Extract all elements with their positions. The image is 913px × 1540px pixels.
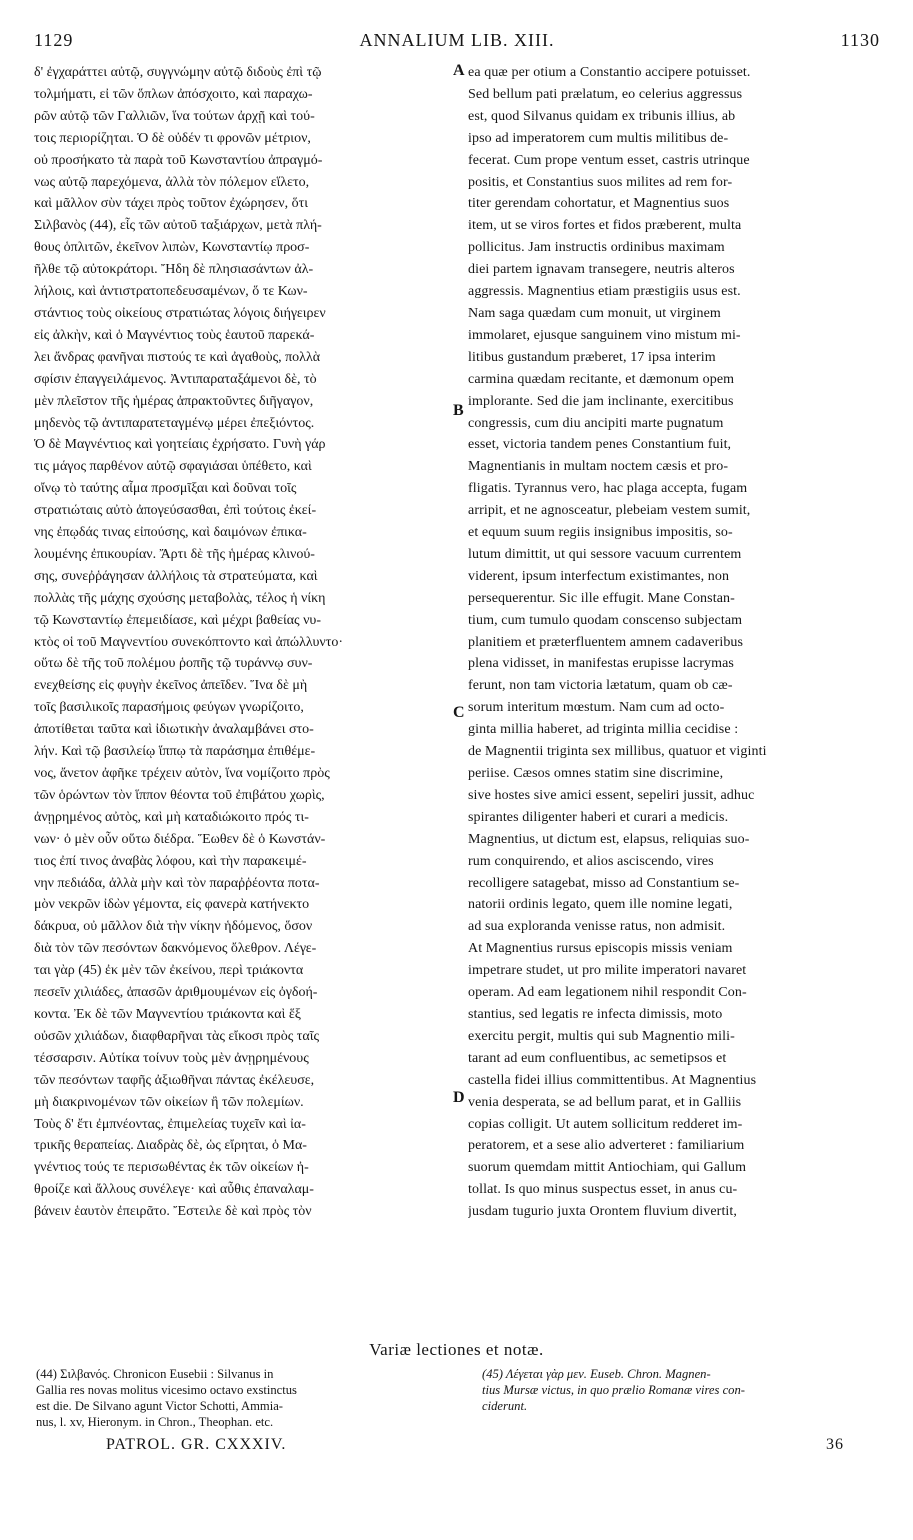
latin-text-line: Nam saga quædam cum monuit, ut virginem <box>468 305 721 321</box>
latin-text-line: immolaret, ejusque sanguinem vino mistum mi- <box>468 327 741 343</box>
latin-text-line: castella fidei illius committentibus. At Magnentius <box>468 1072 757 1088</box>
footer-collection: PATROL. GR. CXXXIV. <box>106 1436 287 1453</box>
greek-text-line: ἀποτίθεται ταῦτα καὶ ἰδιωτικὴν ἀναλαμβάνει στο- <box>34 722 314 738</box>
latin-text-line: ferunt, non tam victoria lætatum, quam ob cæ- <box>468 678 733 694</box>
latin-text-line: tollat. Is quo minus suspectus esset, in anus cu- <box>468 1182 738 1198</box>
latin-text-line: rum conquirendo, et alios asciscendo, vires <box>468 853 714 869</box>
latin-text-line: aggressis. Magnentius etiam præstigiis usus est. <box>468 284 741 300</box>
page-footer <box>36 1436 882 1460</box>
note-line: nus, l. xv, Hieronym. in Chron., Theophan. etc. <box>36 1415 274 1429</box>
greek-text-line: θροίζε καὶ ἄλλους συνέλεγε· καὶ αὖθις ἐπαναλαμ- <box>34 1182 314 1198</box>
greek-text-line: νων· ὁ μὲν οὖν οὕτω διέδρα. Ἕωθεν δὲ ὁ Κωνστάν- <box>34 831 326 847</box>
latin-text-line: sorum interitum mœstum. Nam cum ad octo- <box>468 700 725 716</box>
greek-text-line: Ὁ δὲ Μαγνέντιος καὶ γοητείαις ἐχρήσατο. Γυνὴ γάρ <box>34 437 326 453</box>
greek-text-line: τρικῆς θεραπείας. Διαδρὰς δὲ, ὡς εἴρηται, ὁ Μα- <box>34 1138 307 1154</box>
greek-text-line: σφίσιν ἐπαγγειλάμενος. Ἀντιπαραταξάμενοι δὲ, τὸ <box>34 371 317 387</box>
latin-text-line: esset, victoria tandem penes Constantium fuit, <box>468 437 732 453</box>
greek-text-line: ἀνῃρημένος αὐτὸς, καὶ μὴ καταδιώκοιτο πρός τι- <box>34 809 309 825</box>
latin-text-line: ea quæ per otium a Constantio accipere potuisset. <box>468 65 751 80</box>
latin-text-line: planitiem et præterfluentem amnem cadaveribus <box>468 634 744 650</box>
latin-text-line: congressis, cum diu ancipiti marte pugnatum <box>468 415 724 431</box>
greek-text-line: δάκρυα, οὐ μᾶλλον διὰ τὴν νίκην ἡδόμενος, ὅσον <box>34 919 313 935</box>
greek-text-line: μὴ διακρινομένων τῶν οἰκείων ἢ τῶν πολεμίων. <box>34 1094 304 1110</box>
latin-text-line: ad sua exploranda venisse ratus, non admisit. <box>468 919 726 935</box>
greek-text-line: οὕτω δὲ τῆς τοῦ πολέμου ῥοπῆς τῷ τυράννῳ συν- <box>34 656 313 672</box>
greek-text-line: διὰ τὸν τῶν πεσόντων δακνόμενος ὄλεθρον. Λέγε- <box>34 941 317 957</box>
latin-text-line: At Magnentius rursus episcopis missis veniam <box>468 941 733 957</box>
latin-text-line: carmina quædam recitante, et dæmonum opem <box>468 371 735 387</box>
latin-text-line: jusdam tugurio juxta Orontem fluvium divertit, <box>468 1204 738 1220</box>
latin-text-line: periise. Cæsos omnes statim sine discrimine, <box>468 766 724 781</box>
latin-text-line: arripit, et ne agnosceatur, plebeiam vestem sumit, <box>468 503 751 519</box>
greek-text-line: βάνειν ἑαυτὸν ἐπειρᾶτο. Ἔστειλε δὲ καὶ πρὸς τὸν <box>34 1204 312 1220</box>
latin-text-line: fligatis. Tyrannus vero, hac plaga accepta, fugam <box>468 481 748 497</box>
greek-text-line: λουμένης ἐπικουρίαν. Ἄρτι δὲ τῆς ἡμέρας κλινού- <box>34 546 315 562</box>
greek-text-line: Τοὺς δ' ἔτι ἐμπνέοντας, ἐπιμελείας τυχεῖν καὶ ἰα- <box>34 1116 306 1132</box>
greek-text-line: λει ἄνδρας φανῆναι πιστούς τε καὶ ἀγαθοὺς, πολλὰ <box>34 349 321 365</box>
greek-text-line: οὐσῶν χιλιάδων, διαφθαρῆναι τὰς εἴκοσι πρὸς ταῖς <box>34 1028 320 1044</box>
greek-text-line: τοις περιορίζηται. Ὁ δὲ οὐδέν τι φρονῶν μέτριον, <box>34 130 311 146</box>
greek-text-line: τολμήματι, εἰ τῶν ὅπλων ἀπόσχοιτο, καὶ παραχω- <box>34 86 313 102</box>
latin-text-line: diei partem ignavam transegere, neutris alteros <box>468 262 735 278</box>
greek-text-line: οἴνῳ τὸ ταύτης αἷμα προσμῖξαι καὶ δοῦναι τοῖς <box>34 481 297 497</box>
greek-text-line: τις μάγος παρθένον αὐτῷ σφαγιάσαι ὑπέθετο, καὶ <box>34 459 312 475</box>
note-line: ciderunt. <box>482 1399 528 1413</box>
latin-text-line: persequerentur. Sic ille effugit. Mane Constan- <box>468 590 735 606</box>
latin-text-line: natorii ordinis legato, quem ille nomine legati, <box>468 897 733 913</box>
greek-text-line: καὶ μᾶλλον σὺν τάχει πρὸς τοῦτον ἐχώρησεν, ὅτι <box>34 196 308 212</box>
latin-text-line: operam. Ad eam legationem nihil respondit Con- <box>468 985 747 1001</box>
latin-text-line: litibus gustandum præberet, 17 ipsa interim <box>468 349 716 365</box>
greek-text-line: μηδενὸς τῷ ἀντιπαρατεταγμένῳ μέρει ἐπεξιόντος. <box>34 415 315 431</box>
greek-text-line: νης ἐπῳδάς τινας εἰπούσης, καὶ δαιμόνων ἐπικα- <box>34 525 307 541</box>
latin-text-line: sive hostes sive amici essent, sepeliri jussit, adhuc <box>468 787 755 803</box>
page-number-left: 1129 <box>34 30 74 50</box>
margin-letter-d: D <box>453 1089 465 1106</box>
greek-text-line: δ' ἐγχαράττει αὐτῷ, συγγνώμην αὐτῷ διδοὺς ἐπὶ τῷ <box>34 65 322 80</box>
latin-text-line: et equum suum regiis insignibus impositis, so- <box>468 525 733 541</box>
note-line: tius Mursæ victus, in quo prælio Romanæ vires con- <box>482 1383 745 1397</box>
page-number-right: 1130 <box>840 30 880 50</box>
greek-text-line: νος, ἄνετον ἀφῆκε τρέχειν αὐτὸν, ἵνα νομίζοιτο πρὸς <box>34 766 330 781</box>
latin-text-line: viderent, ipsum interfectum existimantes, non <box>468 568 730 584</box>
note-45 <box>482 1366 878 1414</box>
note-line: est die. De Silvano agunt Victor Schotti, Ammia- <box>36 1399 284 1413</box>
note-line: (44) Σιλβανός. Chronicon Eusebii : Silvanus in <box>36 1367 274 1381</box>
latin-text-line: spirantes diligenter haberi et curari a medicis. <box>468 809 729 825</box>
running-header <box>34 30 880 56</box>
greek-text-line: λήλοις, καὶ ἀντιστρατοπεδευσαμένων, ὅ τε Κων- <box>34 284 308 300</box>
greek-text-line: ρῶν αὐτῷ τῶν Γαλλιῶν, ἵνα τούτων ἀρχῇ καὶ τού- <box>34 108 315 124</box>
margin-letter-c: C <box>453 704 465 721</box>
latin-text-line: suorum quemdam mittit Antiochiam, qui Gallum <box>468 1160 747 1176</box>
footer-signature: 36 <box>826 1436 844 1453</box>
greek-text-line: τῶν ὁρώντων τὸν ἵππον θέοντα τοῦ ἐπιβάτου χωρὶς, <box>34 787 325 803</box>
latin-text-line: exercitu pergit, multis qui sub Magnentio mili- <box>468 1028 735 1044</box>
latin-text-line: Magnentius, ut dictum est, elapsus, reliquias suo- <box>468 831 750 847</box>
greek-text-line: νως αὐτῷ παρεχόμενα, ἀλλὰ τὸν πόλεμον εἵλετο, <box>34 174 310 190</box>
latin-text-line: plena vidisset, in manifestas erupisse lacrymas <box>468 656 734 672</box>
greek-text-line: πεσεῖν χιλιάδες, ἁπασῶν ἀριθμουμένων εἰς ὀγδοή- <box>34 985 318 1001</box>
latin-text-line: peratorem, et a sese alio adverteret : familiarium <box>468 1138 745 1154</box>
latin-text-line: copias colligit. Ut autem sollicitum redderet im- <box>468 1116 743 1132</box>
greek-text-line: στρατιώταις αὐτὸ ἀπογεύσασθαι, ἐπὶ τούτοις ἐκεί- <box>34 503 317 519</box>
latin-text-line: implorante. Sed die jam inclinante, exercitibus <box>468 393 734 409</box>
margin-letter-b: B <box>453 402 464 419</box>
greek-text-line: σης, συνεῤῥάγησαν ἀλλήλοις τὰ στρατεύματα, καὶ <box>34 568 318 584</box>
greek-text-line: ται γὰρ (45) ἐκ μὲν τῶν ἐκείνου, περὶ τριάκοντα <box>34 963 304 979</box>
latin-text-line: Magnentianis in multam noctem cæsis et pro- <box>468 459 729 475</box>
note-line: Gallia res novas molitus vicesimo octavo exstinctus <box>36 1383 297 1397</box>
greek-text-line: στάντιος τοὺς οἰκείους στρατιώτας λόγοις διήγειρεν <box>34 305 326 321</box>
greek-text-line: θους ὁπλιτῶν, ἐκεῖνον λιπὼν, Κωνσταντίῳ προσ- <box>34 240 310 256</box>
greek-text-line: τέσσαρσιν. Αὐτίκα τοίνυν τοὺς μὲν ἀνῃρημένους <box>34 1050 309 1066</box>
greek-text-line: ενεχθείσης εἰς φυγὴν ἐκεῖνος ἀπεῖδεν. Ἵνα δὲ μὴ <box>34 678 308 694</box>
latin-text-line: lutum dimittit, ut qui sessore vacuum currentem <box>468 546 742 562</box>
greek-text-line: ῆλθε τῷ αὐτοκράτορι. Ἤδη δὲ πλησιασάντων ἀλ- <box>34 262 314 278</box>
latin-text-line: Sed bellum pati prælatum, eo celerius aggressus <box>468 86 743 102</box>
latin-text-line: ipso ad imperatorem cum multis militibus de- <box>468 130 729 146</box>
greek-text-column <box>34 62 452 1332</box>
latin-text-line: recolligere satagebat, misso ad Constantium se- <box>468 875 740 891</box>
note-44 <box>36 1366 446 1430</box>
latin-text-line: impetrare studet, ut pro milite imperatori navaret <box>468 963 747 979</box>
margin-letter-a: A <box>453 62 465 79</box>
greek-text-line: γνέντιος τούς τε περισωθέντας ἐκ τῶν οἰκείων ἠ- <box>34 1160 309 1176</box>
latin-text-line: pollicitus. Jam instructis ordinibus maximam <box>468 240 725 256</box>
note-line: (45) Λέγεται γὰρ μεν. Euseb. Chron. Magnen- <box>482 1367 711 1381</box>
latin-text-line: ginta millia haberet, ad triginta millia cecidise : <box>468 722 739 738</box>
greek-text-line: τοῖς βασιλικοῖς παρασήμοις φεύγων γνωρίζοιτο, <box>34 700 304 716</box>
greek-text-line: οὐ προσήκατο τὰ παρὰ τοῦ Κωνσταντίου ἀπραγμό- <box>34 152 323 168</box>
latin-text-line: venia desperata, se ad bellum parat, et in Galliis <box>468 1094 742 1110</box>
latin-text-line: stantius, sed legatis re infecta dimissis, moto <box>468 1006 723 1022</box>
greek-text-line: κοντα. Ἐκ δὲ τῶν Μαγνεντίου τριάκοντα καὶ ἕξ <box>34 1006 301 1022</box>
notes-heading: Variæ lectiones et notæ. <box>369 1340 544 1359</box>
latin-text-line: tarant ad eum confluentibus, ac semetipsos et <box>468 1050 727 1066</box>
greek-text-line: μὲν πλεῖστον τῆς ἡμέρας ἀπρακτοῦντες διῆγαγον, <box>34 393 314 409</box>
greek-text-line: πολλὰς τῆς μάχης σχούσης μεταβολὰς, τέλος ἡ νίκη <box>34 590 326 606</box>
latin-text-line: item, ut se viros fortes et fidos præberent, multa <box>468 218 742 234</box>
running-head-title: ANNALIUM LIB. XIII. <box>359 30 555 50</box>
latin-text-line: de Magnentii triginta sex millibus, quatuor et viginti <box>468 744 767 760</box>
greek-text-line: τιος ἐπί τινος ἀναβὰς λόφου, καὶ τὴν παρακειμέ- <box>34 853 307 869</box>
greek-text-line: νην πεδιάδα, ἀλλὰ μὴν καὶ τὸν παραῤῥέοντα ποτα- <box>34 875 320 891</box>
latin-text-line: titer gerendam cohortatur, et Magnentius suos <box>468 196 730 212</box>
greek-text-line: Σιλβανὸς (44), εἷς τῶν αὐτοῦ ταξιάρχων, μετὰ πλή- <box>34 218 322 234</box>
greek-text-line: τῶν πεσόντων ταφῆς ἀξιωθῆναι πάντας ἐκέλευσε, <box>34 1072 315 1088</box>
latin-text-line: positis, et Constantius suos milites ad rem for- <box>468 174 733 190</box>
latin-text-column <box>468 62 880 1332</box>
latin-text-line: est, quod Silvanus quidam ex tribunis illius, ab <box>468 108 736 124</box>
greek-text-line: μὸν νεκρῶν ἰδὼν γέμοντα, εἰς φανερὰ κατήνεκτο <box>34 897 310 913</box>
greek-text-line: κτὸς οἱ τοῦ Μαγνεντίου συνεκόπτοντο καὶ ἀπώλλυντο· <box>34 634 343 650</box>
greek-text-line: τῷ Κωνσταντίῳ ἐπεμειδίασε, καὶ μέχρι βαθείας νυ- <box>34 612 322 628</box>
latin-text-line: fecerat. Cum prope ventum esset, castris utrinque <box>468 152 750 168</box>
greek-text-line: λήν. Καὶ τῷ βασιλείῳ ἵππῳ τὰ παράσημα ἐπιθέμε- <box>34 744 316 760</box>
latin-text-line: tium, cum tumulo quodam conscenso subjectam <box>468 612 743 628</box>
greek-text-line: εἰς ἀλκὴν, καὶ ὁ Μαγνέντιος τοὺς ἑαυτοῦ παρεκά- <box>34 327 315 343</box>
